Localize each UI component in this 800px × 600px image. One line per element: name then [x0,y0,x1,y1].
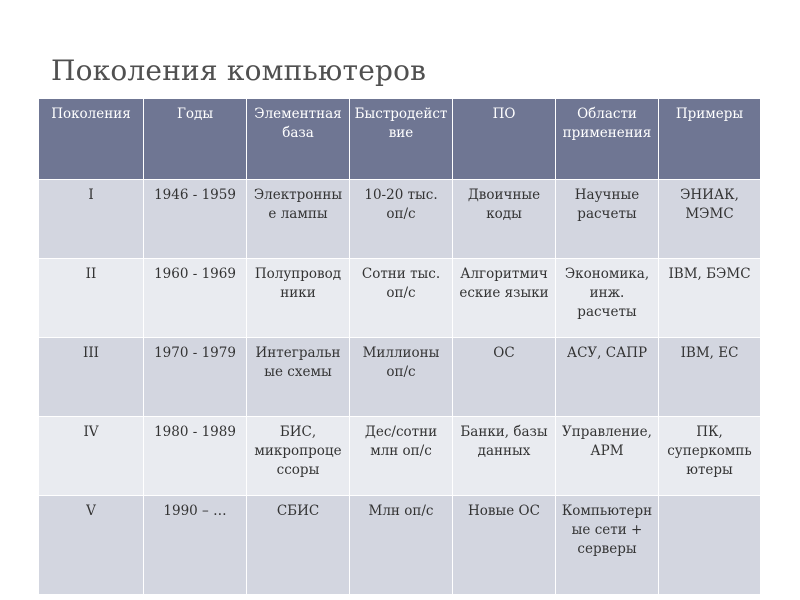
table-cell: БИС, микропроцессоры [247,417,350,496]
header-cell-applications: Области применения [556,99,659,180]
table-cell: Миллионы оп/с [350,338,453,417]
table-cell: IBM, ЕС [659,338,761,417]
table-cell: Новые ОС [453,496,556,595]
header-cell-generation: Поколения [39,99,144,180]
table-cell: Экономика, инж. расчеты [556,259,659,338]
table-cell: I [39,180,144,259]
table-row [39,338,761,417]
table-cell: 1960 - 1969 [144,259,247,338]
slide-title: Поколения компьютеров [51,54,427,87]
table-cell: Дес/сотни млн оп/с [350,417,453,496]
table-cell: Компьютерные сети + серверы [556,496,659,595]
table-cell: Двоичные коды [453,180,556,259]
table-row [39,417,761,496]
header-cell-element-base: Элементная база [247,99,350,180]
table-cell: 1970 - 1979 [144,338,247,417]
table-row [39,496,761,595]
table-cell: V [39,496,144,595]
table-cell: Банки, базы данных [453,417,556,496]
table-cell: Полупроводники [247,259,350,338]
table-cell: 1990 – … [144,496,247,595]
table-row [39,180,761,259]
table-cell: 1946 - 1959 [144,180,247,259]
table-cell: СБИС [247,496,350,595]
table-cell: Управление, АРМ [556,417,659,496]
header-cell-software: ПО [453,99,556,180]
table-row [39,259,761,338]
table-cell: ОС [453,338,556,417]
table-cell: Алгоритмические языки [453,259,556,338]
table-cell: ЭНИАК, МЭМС [659,180,761,259]
generations-table [38,98,761,595]
table-cell: 1980 - 1989 [144,417,247,496]
header-row [39,99,761,180]
table-cell: II [39,259,144,338]
table-cell: 10-20 тыс. оп/с [350,180,453,259]
header-cell-examples: Примеры [659,99,761,180]
header-cell-speed: Быстродействие [350,99,453,180]
table-cell: Сотни тыс. оп/с [350,259,453,338]
table-cell: III [39,338,144,417]
table-cell: IBM, БЭМС [659,259,761,338]
table-cell: Научные расчеты [556,180,659,259]
table-cell: АСУ, САПР [556,338,659,417]
table-cell: Интегральные схемы [247,338,350,417]
header-cell-years: Годы [144,99,247,180]
table-cell: Электронные лампы [247,180,350,259]
table-cell: ПК, суперкомпьютеры [659,417,761,496]
table-cell: IV [39,417,144,496]
table-cell: Млн оп/с [350,496,453,595]
table-cell [659,496,761,595]
